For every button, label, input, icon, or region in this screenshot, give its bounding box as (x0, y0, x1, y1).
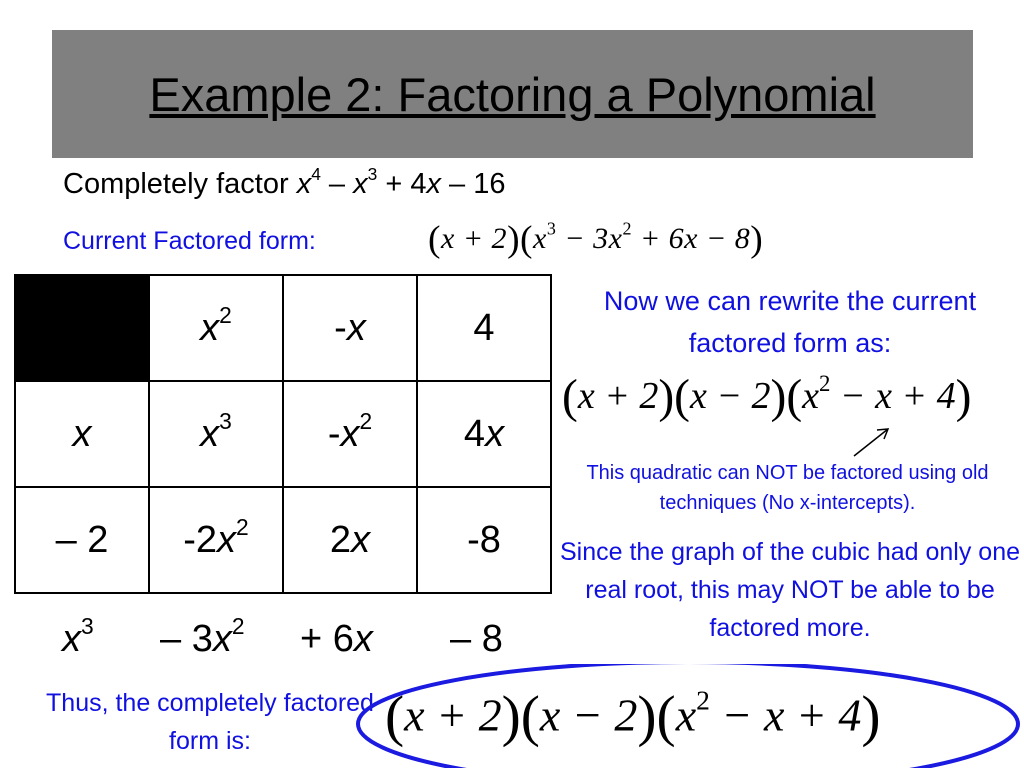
table-row (15, 487, 551, 593)
box-method-table (14, 274, 552, 594)
problem-op: + 4 (377, 168, 427, 200)
problem-var: x (353, 168, 368, 200)
factor-linear: x + 2 (441, 222, 508, 255)
table-header-cell: $x^2$ (149, 275, 283, 381)
quotient-term: – $3x^2$ (160, 612, 245, 660)
factor-cubic-term: − 3x (556, 222, 623, 255)
factor-cubic-term: + 6x − 8 (631, 222, 751, 255)
problem-var: x (426, 168, 441, 200)
problem-var: x (296, 168, 312, 200)
quotient-term: – 8 (450, 618, 503, 660)
table-row-label: x (15, 381, 149, 487)
table-cell: $x^3$ (149, 381, 283, 487)
problem-prefix: Completely factor (63, 168, 297, 200)
table-header-cell: -x (283, 275, 417, 381)
title-bar (52, 30, 973, 158)
rewrite-explanation: Now we can rewrite the current factored form as: (603, 286, 977, 358)
table-cell: -8 (417, 487, 551, 593)
slide-title: Example 2: Factoring a Polynomial (149, 67, 876, 121)
factor-cubic-term: x (533, 222, 547, 255)
conclusion-label: Thus, the completely factored form is: (46, 689, 374, 755)
current-factored-expression: $(x + 2)(x^3 - 3x^2 + 6x - 8)$ (428, 218, 764, 260)
cubic-root-explanation: Since the graph of the cubic had only one real root, this may NOT be able to be factored more. (559, 538, 1021, 642)
table-corner-cell (15, 275, 149, 381)
table-row (15, 381, 551, 487)
table-cell: $-2x^2$ (149, 487, 283, 593)
table-header-row (15, 275, 551, 381)
quotient-term: $x^3$ (62, 612, 94, 660)
factor-cubic-exp: 3 (546, 218, 557, 239)
quadratic-note: This quadratic can NOT be factored using old techniques (No x-intercepts). (586, 462, 989, 514)
pointer-arrow-icon (850, 424, 895, 460)
final-factored-expression: $(x + 2)(x - 2)(x^2 - x + 4)$ (385, 684, 881, 748)
table-cell: 4x (417, 381, 551, 487)
factor-cubic-exp: 2 (622, 218, 632, 239)
problem-op: – (320, 168, 354, 200)
quotient-term: + 6x (300, 618, 373, 660)
current-factored-label: Current Factored form: (63, 227, 316, 255)
table-row-label: – 2 (15, 487, 149, 593)
problem-exp: 3 (367, 163, 378, 184)
problem-op: – 16 (440, 168, 506, 200)
problem-exp: 4 (311, 163, 321, 184)
table-header-cell: 4 (417, 275, 551, 381)
problem-statement (63, 163, 506, 201)
rewritten-factored-expression: $(x + 2)(x - 2)(x^2 - x + 4)$ (562, 371, 972, 423)
table-cell: 2x (283, 487, 417, 593)
table-cell: $-x^2$ (283, 381, 417, 487)
